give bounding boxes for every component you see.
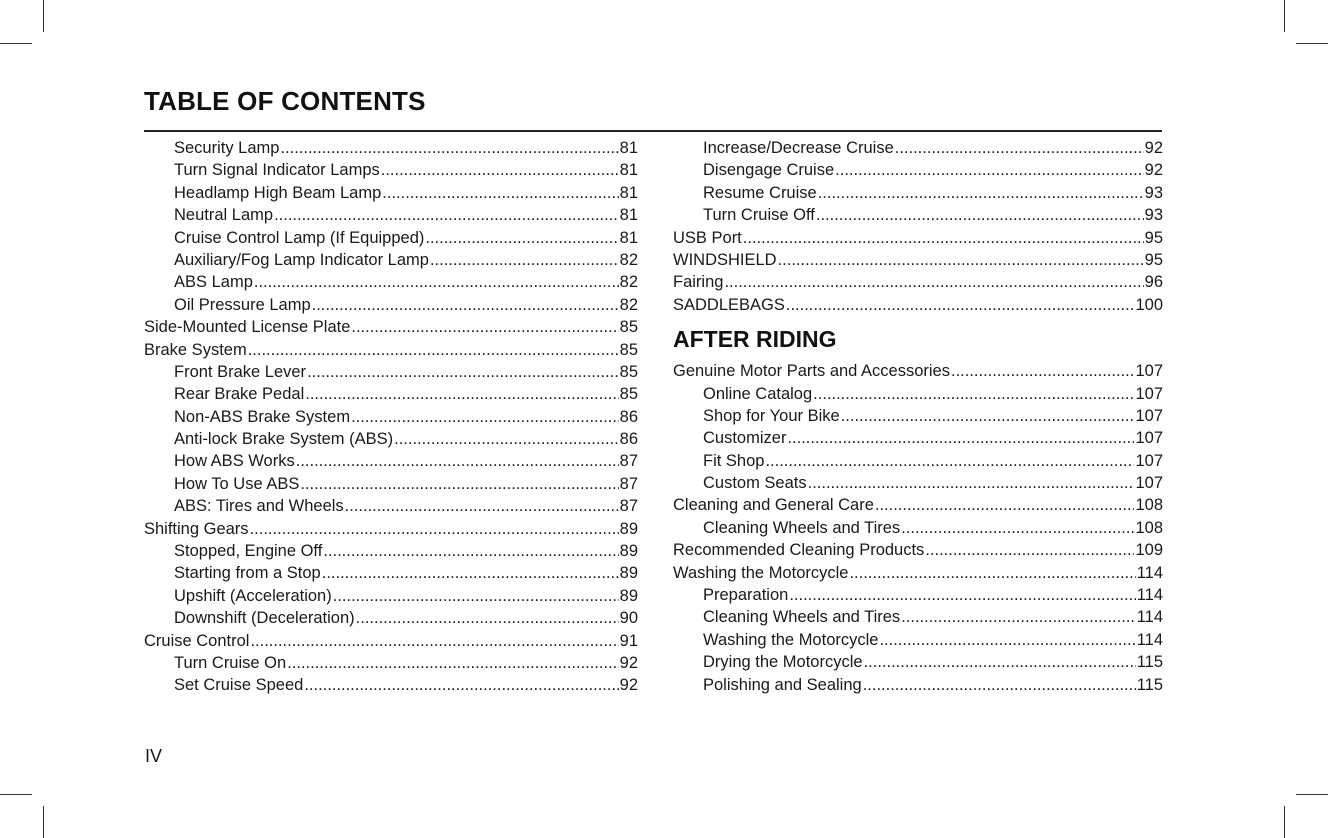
- toc-entry[interactable]: [144, 159, 638, 181]
- toc-dot-leader: [250, 630, 618, 652]
- toc-dot-leader: [849, 562, 1135, 584]
- toc-entry-label: Security Lamp: [174, 139, 280, 157]
- toc-entry-page: 108: [1135, 518, 1163, 537]
- toc-entry-page: 107: [1135, 384, 1163, 403]
- toc-entry[interactable]: [673, 360, 1163, 382]
- toc-dot-leader: [300, 473, 618, 495]
- toc-entry-label: Oil Pressure Lamp: [174, 295, 311, 314]
- toc-entry-page: 85: [619, 385, 638, 404]
- toc-dot-leader: [951, 360, 1134, 382]
- toc-entry-label: Front Brake Lever: [174, 362, 307, 381]
- toc-entry-label: WINDSHIELD: [673, 250, 777, 269]
- toc-entry-label: Cleaning Wheels and Tires: [703, 608, 901, 627]
- toc-dot-leader: [789, 584, 1135, 606]
- toc-entry-label: Custom Seats: [703, 474, 807, 493]
- toc-entry[interactable]: [144, 630, 638, 652]
- toc-entry-page: 100: [1135, 295, 1163, 314]
- toc-dot-leader: [394, 428, 619, 450]
- toc-entry-label: Fairing: [673, 273, 724, 292]
- toc-dot-leader: [307, 361, 619, 383]
- toc-entry-label: Headlamp High Beam Lamp: [174, 183, 382, 202]
- toc-entry[interactable]: [673, 294, 1163, 316]
- toc-entry[interactable]: [673, 427, 1163, 449]
- toc-entry-page: 115: [1136, 675, 1163, 694]
- toc-entry-page: 82: [619, 250, 638, 269]
- toc-entry-page: 92: [619, 676, 638, 695]
- toc-entry-page: 89: [619, 586, 638, 605]
- toc-entry[interactable]: [673, 651, 1163, 673]
- toc-entry-label: Auxiliary/Fog Lamp Indicator Lamp: [174, 250, 429, 269]
- toc-entry-page: 95: [1144, 228, 1163, 247]
- toc-entry-page: 92: [619, 653, 638, 672]
- toc-entry-label: Anti-lock Brake System (ABS): [174, 430, 394, 449]
- toc-entry-page: 107: [1135, 406, 1163, 425]
- toc-entry-label: Downshift (Deceleration): [174, 609, 355, 628]
- toc-entry[interactable]: [673, 182, 1163, 204]
- toc-entry[interactable]: [144, 495, 638, 517]
- toc-entry[interactable]: [144, 518, 638, 540]
- toc-entry-label: Shifting Gears: [144, 519, 249, 538]
- toc-entry-label: Upshift (Acceleration): [174, 586, 332, 605]
- toc-right-column: [673, 137, 1163, 696]
- toc-dot-leader: [356, 607, 619, 629]
- toc-dot-leader: [345, 495, 619, 517]
- toc-entry[interactable]: [673, 562, 1163, 584]
- toc-entry[interactable]: [144, 339, 638, 361]
- toc-entry-label: Cruise Control: [144, 631, 250, 650]
- crop-mark: [1296, 43, 1328, 44]
- toc-entry[interactable]: [673, 227, 1163, 249]
- toc-entry-page: 92: [1144, 139, 1163, 157]
- crop-mark: [1296, 794, 1328, 795]
- toc-entry-label: ABS Lamp: [174, 273, 253, 292]
- toc-entry-page: 115: [1136, 653, 1163, 672]
- toc-dot-leader: [254, 271, 619, 293]
- toc-entry-page: 91: [619, 631, 638, 650]
- toc-entry-page: 107: [1135, 362, 1163, 381]
- toc-dot-leader: [743, 227, 1144, 249]
- toc-entry-label: Rear Brake Pedal: [174, 385, 305, 404]
- page-title: TABLE OF CONTENTS: [144, 86, 426, 116]
- toc-dot-leader: [901, 606, 1136, 628]
- toc-entry-label: How ABS Works: [174, 452, 295, 471]
- toc-entry-label: Non-ABS Brake System: [174, 407, 351, 426]
- toc-entry[interactable]: [673, 494, 1163, 516]
- toc-entry-label: Washing the Motorcycle: [703, 630, 879, 649]
- toc-entry-page: 95: [1144, 250, 1163, 269]
- toc-dot-leader: [351, 316, 618, 338]
- toc-entry-page: 92: [1144, 161, 1163, 180]
- toc-entry[interactable]: [673, 249, 1163, 271]
- toc-entry-page: 81: [619, 206, 638, 225]
- toc-entry[interactable]: [673, 517, 1163, 539]
- toc-left-column: [144, 137, 638, 697]
- toc-dot-leader: [381, 159, 619, 181]
- toc-entry[interactable]: [144, 316, 638, 338]
- toc-entry-page: 89: [619, 519, 638, 538]
- toc-entry[interactable]: [144, 383, 638, 405]
- toc-entry-label: Drying the Motorcycle: [703, 653, 863, 672]
- toc-entry-label: Fit Shop: [703, 451, 765, 470]
- toc-dot-leader: [895, 137, 1144, 159]
- toc-entry[interactable]: [144, 204, 638, 226]
- toc-entry-page: 86: [619, 430, 638, 449]
- toc-entry-page: 108: [1135, 496, 1163, 515]
- toc-entry-page: 114: [1136, 630, 1163, 649]
- toc-entry-page: 81: [619, 161, 638, 180]
- toc-entry-page: 81: [619, 228, 638, 247]
- toc-entry-label: Turn Cruise Off: [703, 206, 815, 225]
- toc-dot-leader: [280, 137, 618, 159]
- section-heading-after-riding: AFTER RIDING: [673, 326, 837, 353]
- crop-mark: [1284, 0, 1285, 32]
- toc-dot-leader: [875, 494, 1135, 516]
- toc-entry[interactable]: [144, 406, 638, 428]
- toc-entry-page: 82: [619, 295, 638, 314]
- toc-entry[interactable]: [144, 294, 638, 316]
- toc-entry-page: 96: [1144, 273, 1163, 292]
- toc-entry-label: Recommended Cleaning Products: [673, 541, 925, 560]
- toc-dot-leader: [841, 405, 1135, 427]
- toc-entry-page: 87: [619, 474, 638, 493]
- toc-entry-label: Neutral Lamp: [174, 206, 274, 225]
- toc-entry-page: 86: [619, 407, 638, 426]
- toc-dot-leader: [808, 472, 1135, 494]
- toc-entry-label: Genuine Motor Parts and Accessories: [673, 362, 950, 381]
- crop-mark: [1284, 806, 1285, 838]
- toc-entry-label: Cleaning and General Care: [673, 496, 874, 515]
- crop-mark: [43, 0, 44, 32]
- toc-entry-page: 114: [1136, 563, 1163, 582]
- toc-entry[interactable]: [673, 584, 1163, 606]
- toc-entry[interactable]: [673, 204, 1163, 226]
- toc-entry[interactable]: [144, 271, 638, 293]
- toc-dot-leader: [818, 182, 1144, 204]
- toc-entry-label: Cleaning Wheels and Tires: [703, 518, 901, 537]
- toc-entry[interactable]: [144, 428, 638, 450]
- toc-dot-leader: [296, 450, 619, 472]
- toc-dot-leader: [816, 204, 1144, 226]
- toc-dot-leader: [778, 249, 1144, 271]
- toc-entry-page: 81: [619, 139, 638, 157]
- toc-dot-leader: [835, 159, 1143, 181]
- toc-dot-leader: [724, 271, 1143, 293]
- toc-dot-leader: [765, 450, 1134, 472]
- toc-dot-leader: [333, 585, 619, 607]
- crop-mark: [43, 806, 44, 838]
- page-number: IV: [145, 746, 163, 766]
- toc-dot-leader: [864, 651, 1136, 673]
- toc-entry-label: Starting from a Stop: [174, 564, 321, 583]
- toc-dot-leader: [382, 182, 618, 204]
- toc-entry-label: Side-Mounted License Plate: [144, 318, 351, 337]
- toc-dot-leader: [322, 562, 619, 584]
- toc-entry[interactable]: [673, 271, 1163, 293]
- toc-entry-label: Set Cruise Speed: [174, 676, 304, 695]
- toc-entry[interactable]: [673, 539, 1163, 561]
- toc-right-bottom-list: [673, 360, 1163, 696]
- toc-entry-page: 107: [1135, 451, 1163, 470]
- toc-dot-leader: [248, 339, 619, 361]
- toc-entry-page: 87: [619, 452, 638, 471]
- toc-entry[interactable]: [144, 585, 638, 607]
- toc-entry[interactable]: [144, 540, 638, 562]
- toc-entry-page: 89: [619, 542, 638, 561]
- toc-dot-leader: [312, 294, 619, 316]
- toc-entry[interactable]: [144, 361, 638, 383]
- toc-dot-leader: [305, 383, 618, 405]
- toc-entry-label: Cruise Control Lamp (If Equipped): [174, 228, 425, 247]
- toc-entry-label: Washing the Motorcycle: [673, 563, 849, 582]
- toc-dot-leader: [425, 227, 618, 249]
- toc-entry-label: SADDLEBAGS: [673, 295, 785, 314]
- toc-entry-page: 85: [619, 318, 638, 337]
- toc-entry-page: 107: [1135, 429, 1163, 448]
- toc-entry[interactable]: [673, 159, 1163, 181]
- toc-entry-label: Online Catalog: [703, 384, 813, 403]
- toc-dot-leader: [323, 540, 618, 562]
- toc-entry-label: Turn Signal Indicator Lamps: [174, 161, 380, 180]
- toc-entry-label: How To Use ABS: [174, 474, 300, 493]
- toc-entry-page: 85: [619, 362, 638, 381]
- toc-entry[interactable]: [673, 137, 1163, 159]
- toc-dot-leader: [813, 383, 1134, 405]
- toc-entry-page: 89: [619, 564, 638, 583]
- toc-entry-label: ABS: Tires and Wheels: [174, 497, 344, 516]
- toc-entry[interactable]: [144, 562, 638, 584]
- toc-entry-page: 85: [619, 340, 638, 359]
- toc-entry-label: Customizer: [703, 429, 787, 448]
- toc-entry-page: 114: [1136, 586, 1163, 605]
- toc-dot-leader: [879, 629, 1135, 651]
- toc-entry[interactable]: [144, 473, 638, 495]
- toc-entry[interactable]: [144, 227, 638, 249]
- toc-entry[interactable]: [144, 182, 638, 204]
- toc-entry[interactable]: [144, 450, 638, 472]
- toc-entry[interactable]: [673, 674, 1163, 696]
- toc-entry-page: 114: [1136, 608, 1163, 627]
- toc-dot-leader: [430, 249, 619, 271]
- toc-entry-label: Disengage Cruise: [703, 161, 835, 180]
- toc-entry-page: 107: [1135, 474, 1163, 493]
- toc-dot-leader: [351, 406, 619, 428]
- toc-dot-leader: [250, 518, 619, 540]
- toc-entry-label: Increase/Decrease Cruise: [703, 139, 894, 157]
- title-rule: [144, 130, 1162, 132]
- crop-mark: [0, 43, 32, 44]
- toc-entry-page: 93: [1144, 206, 1163, 225]
- toc-dot-leader: [901, 517, 1134, 539]
- crop-mark: [0, 794, 32, 795]
- toc-entry[interactable]: [673, 405, 1163, 427]
- toc-entry-page: 109: [1135, 541, 1163, 560]
- toc-entry[interactable]: [673, 450, 1163, 472]
- toc-right-top-list: [673, 137, 1163, 316]
- toc-entry-label: Turn Cruise On: [174, 653, 287, 672]
- toc-entry-label: Stopped, Engine Off: [174, 542, 323, 561]
- toc-entry[interactable]: [144, 607, 638, 629]
- toc-entry-label: Brake System: [144, 340, 247, 359]
- toc-dot-leader: [304, 674, 618, 696]
- toc-dot-leader: [786, 294, 1135, 316]
- toc-entry-label: USB Port: [673, 228, 742, 247]
- toc-entry[interactable]: [673, 629, 1163, 651]
- toc-dot-leader: [863, 674, 1136, 696]
- toc-dot-leader: [287, 652, 618, 674]
- toc-dot-leader: [274, 204, 619, 226]
- toc-entry-label: Shop for Your Bike: [703, 406, 840, 425]
- toc-entry-label: Polishing and Sealing: [703, 675, 862, 694]
- toc-entry[interactable]: [144, 652, 638, 674]
- toc-entry[interactable]: [144, 249, 638, 271]
- toc-dot-leader: [787, 427, 1134, 449]
- toc-entry-label: Resume Cruise: [703, 183, 817, 202]
- toc-entry[interactable]: [144, 137, 638, 159]
- toc-entry[interactable]: [673, 606, 1163, 628]
- toc-entry-page: 90: [619, 609, 638, 628]
- toc-dot-leader: [925, 539, 1134, 561]
- toc-entry-page: 87: [619, 497, 638, 516]
- toc-entry[interactable]: [673, 383, 1163, 405]
- toc-entry[interactable]: [673, 472, 1163, 494]
- toc-entry-page: 82: [619, 273, 638, 292]
- toc-entry-page: 93: [1144, 183, 1163, 202]
- toc-entry-label: Preparation: [703, 586, 789, 605]
- toc-entry-page: 81: [619, 183, 638, 202]
- toc-entry[interactable]: [144, 674, 638, 696]
